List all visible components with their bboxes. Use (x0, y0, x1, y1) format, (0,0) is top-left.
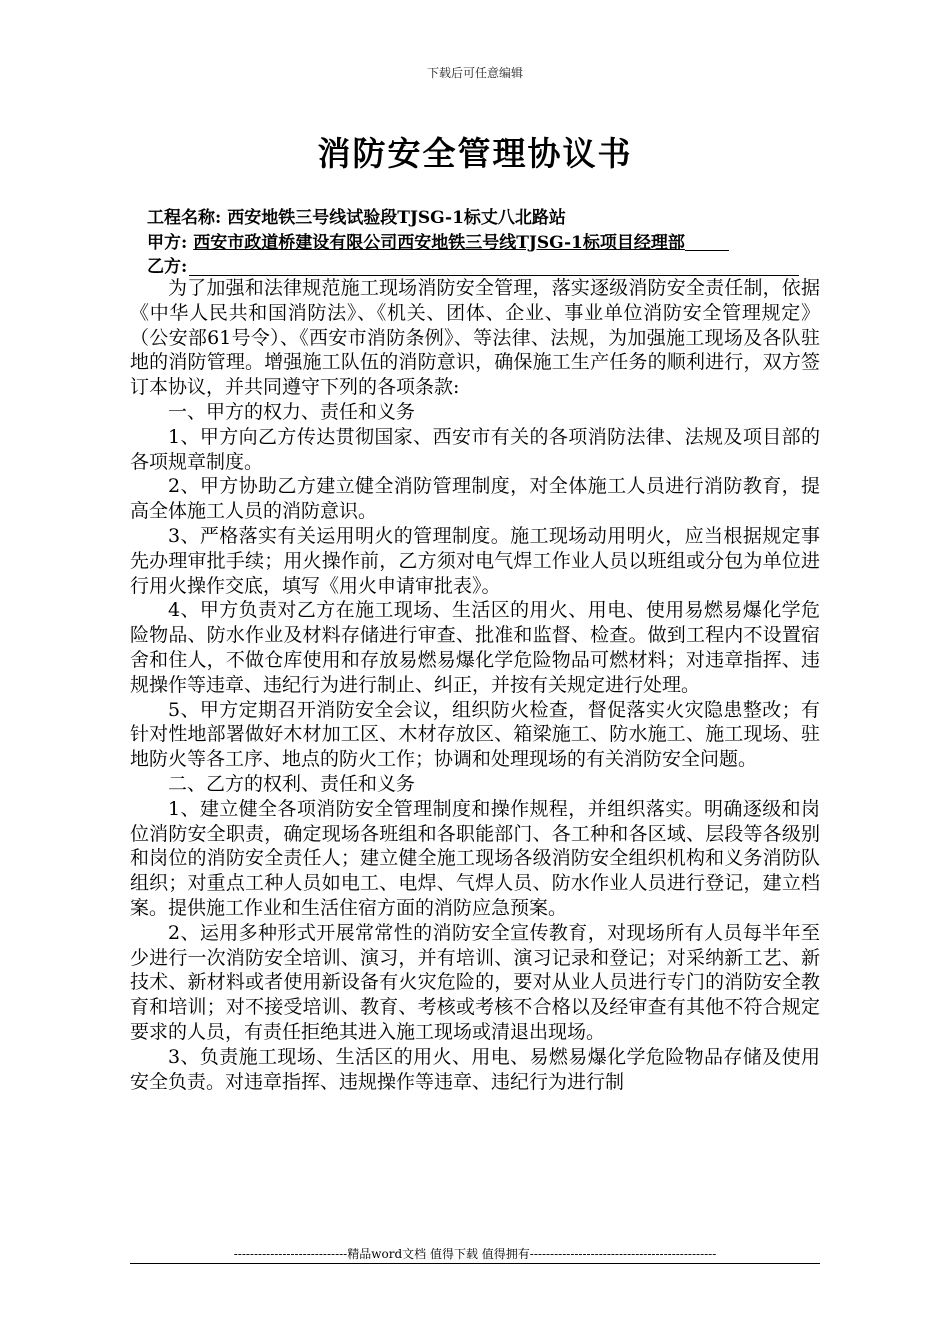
agreement-body (130, 276, 820, 1094)
footer-text: ----------------------------精品word文档 值得下载 值得拥有---------------------------------------------- (233, 1247, 717, 1261)
clause-a-5: 5、甲方定期召开消防安全会议，组织防火检查，督促落实火灾隐患整改；有针对性地部署做好木材加工区、木材存放区、箱梁施工、防水施工、施工现场、驻地防火等各工序、地点的防火工作；协调和处理现场的有关消防安全问题。 (130, 698, 820, 771)
clause-a-2: 2、甲方协助乙方建立健全消防管理制度，对全体施工人员进行消防教育，提高全体施工人员的消防意识。 (130, 475, 820, 523)
party-a-line (147, 228, 729, 253)
clause-a-1: 1、甲方向乙方传达贯彻国家、西安市有关的各项消防法律、法规及项目部的各项规章制度。 (130, 425, 820, 473)
party-b-label: 乙方: (147, 257, 188, 277)
party-a-underline (685, 234, 729, 251)
document-title: 消防安全管理协议书 (317, 134, 633, 173)
section-heading-party-b: 二、乙方的权利、责任和义务 (168, 772, 416, 795)
project-name-line (147, 203, 566, 228)
page-header-note: 下载后可任意编辑 (426, 66, 523, 80)
clause-a-3: 3、严格落实有关运用明火的管理制度。施工现场动用明火，应当根据规定事先办理审批手续；用火操作前，乙方须对电气焊工作业人员以班组或分包为单位进行用火操作交底，填写《用火申请审批表》。 (130, 524, 820, 597)
party-a-label: 甲方: (147, 233, 188, 253)
clause-a-4: 4、甲方负责对乙方在施工现场、生活区的用火、用电、使用易燃易爆化学危险物品、防水作业及材料存储进行审查、批准和监督、检查。做到工程内不设置宿舍和住人，不做仓库使用和存放易燃易爆化学危险物品可燃材料；对违章指挥、违规操作等违章、违纪行为进行制止、纠正，并按有关规定进行处理。 (130, 599, 820, 696)
project-name-value: 西安地铁三号线试验段TJSG-1标丈八北路站 (227, 208, 566, 228)
party-b-line (147, 252, 799, 277)
footer-divider (130, 1263, 820, 1264)
section-heading-party-a: 一、甲方的权力、责任和义务 (168, 400, 416, 423)
clause-b-2: 2、运用多种形式开展常常性的消防安全宣传教育，对现场所有人员每半年至少进行一次消防安全培训、演习，并有培训、演习记录和登记；对采纳新工艺、新技术、新材料或者使用新设备有火灾危险的，要对从业人员进行专门的消防安全教育和培训；对不接受培训、教育、考核或考核不合格以及经审查有其他不符合规定要求的人员，有责任拒绝其进入施工现场或清退出现场。 (130, 921, 820, 1043)
party-a-value: 西安市政道桥建设有限公司西安地铁三号线TJSG-1标项目经理部 (193, 233, 685, 253)
paragraph-intro: 为了加强和法律规范施工现场消防安全管理，落实逐级消防安全责任制，依据《中华人民共和国消防法》、《机关、团体、企业、事业单位消防安全管理规定》（公安部61号令）、《西安市消防条例》、等法律、法规，为加强施工现场及各队驻地的消防管理。增强施工队伍的消防意识，确保施工生产任务的顺利进行，双方签订本协议，并共同遵守下列的各项条款: (130, 277, 820, 399)
clause-b-1: 1、建立健全各项消防安全管理制度和操作规程，并组织落实。明确逐级和岗位消防安全职责，确定现场各班组和各职能部门、各工种和各区域、层段等各级别和岗位的消防安全责任人；建立健全施工现场各级消防安全组织机构和义务消防队组织；对重点工种人员如电工、电焊、气焊人员、防水作业人员进行登记，建立档案。提供施工作业和生活住宿方面的消防应急预案。 (130, 797, 820, 919)
project-name-label: 工程名称: (147, 208, 222, 228)
party-b-blank-field (189, 257, 799, 276)
clause-b-3: 3、负责施工现场、生活区的用火、用电、易燃易爆化学危险物品存储及使用安全负责。对违章指挥、违规操作等违章、违纪行为进行制 (130, 1045, 820, 1093)
